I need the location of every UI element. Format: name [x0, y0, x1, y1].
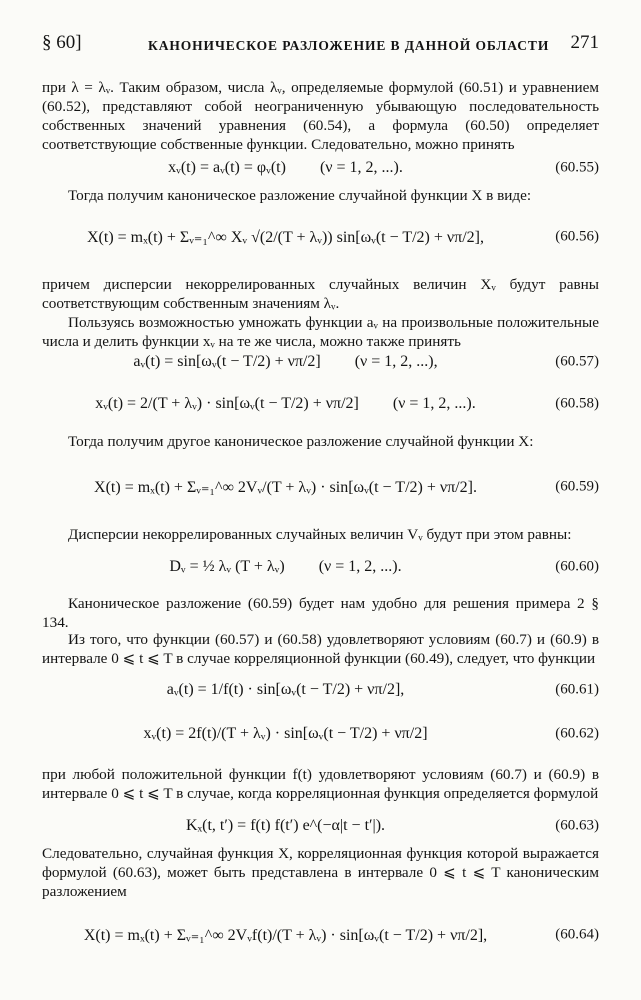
- paragraph: Тогда получим каноническое разложение случайной функции X в виде:: [68, 187, 532, 204]
- equation-condition: (ν = 1, 2, ...).: [319, 159, 403, 176]
- paragraph: причем дисперсии некоррелированных случайных величин Xᵥ будут равны соответствующим собственным значениям λᵥ.: [42, 276, 599, 312]
- equation-60-63: [42, 806, 599, 846]
- equation-60-57: [42, 342, 599, 382]
- equation-formula: xᵥ(t) = aᵥ(t) = φᵥ(t): [168, 159, 286, 176]
- equation-number: (60.64): [555, 926, 599, 943]
- equation-number: (60.57): [555, 353, 599, 370]
- equation-formula: X(t) = mₓ(t) + Σᵥ₌₁^∞ Xᵥ √(2/(T + λᵥ)) sin[ωᵥ(t − T/2) + νπ/2],: [86, 229, 484, 246]
- equation-60-62: [42, 714, 599, 754]
- equation-number: (60.56): [555, 228, 599, 245]
- paragraph: Каноническое разложение (60.59) будет нам удобно для решения примера 2 § 134.: [42, 595, 599, 631]
- equation-number: (60.61): [555, 681, 599, 698]
- equation-formula: xᵥ(t) = 2f(t)/(T + λᵥ) · sin[ωᵥ(t − T/2) + νπ/2]: [143, 725, 428, 742]
- equation-60-64: [42, 900, 599, 970]
- paragraph: Из того, что функции (60.57) и (60.58) удовлетворяют условиям (60.7) и (60.9) в интервале 0 ⩽ t ⩽ T в случае корреляционной функции (60.49), следует, что функции: [42, 631, 599, 667]
- equation-condition: (ν = 1, 2, ...),: [354, 353, 438, 370]
- equation-number: (60.58): [555, 395, 599, 412]
- equation-formula: Dᵥ = ½ λᵥ (T + λᵥ): [169, 558, 285, 575]
- equation-formula: aᵥ(t) = sin[ωᵥ(t − T/2) + νπ/2]: [133, 353, 321, 370]
- paragraph: при любой положительной функции f(t) удовлетворяют условиям (60.7) и (60.9) в интервале 0 ⩽ t ⩽ T в случае, когда корреляционная функция определяется формулой: [42, 766, 599, 802]
- equation-formula: X(t) = mₓ(t) + Σᵥ₌₁^∞ 2Vᵥf(t)/(T + λᵥ) · sin[ωᵥ(t − T/2) + νπ/2],: [83, 927, 488, 944]
- equation-number: (60.60): [555, 558, 599, 575]
- paragraph: при λ = λᵥ. Таким образом, числа λᵥ, определяемые формулой (60.51) и уравнением (60.52), представляют собой неограниченную убывающую последовательность собственных значений уравнения (60.54), а формула (60.50) определяет соответствующие собственные функции. Следовательно, можно принять: [42, 79, 599, 153]
- equation-number: (60.63): [555, 817, 599, 834]
- running-title: КАНОНИЧЕСКОЕ РАЗЛОЖЕНИЕ В ДАННОЙ ОБЛАСТИ: [148, 38, 550, 53]
- equation-formula: X(t) = mₓ(t) + Σᵥ₌₁^∞ 2Vᵥ/(T + λᵥ) · sin[ωᵥ(t − T/2) + νπ/2].: [94, 479, 477, 496]
- paragraph: Дисперсии некоррелированных случайных величин Vᵥ будут при этом равны:: [68, 526, 572, 543]
- equation-formula: aᵥ(t) = 1/f(t) · sin[ωᵥ(t − T/2) + νπ/2],: [166, 681, 405, 698]
- equation-number: (60.62): [555, 725, 599, 742]
- equation-number: (60.59): [555, 478, 599, 495]
- equation-formula: Kₓ(t, t′) = f(t) f(t′) e^(−α|t − t′|).: [185, 817, 386, 834]
- equation-60-61: [42, 670, 599, 710]
- equation-60-56: [42, 202, 599, 272]
- equation-60-55: [42, 148, 599, 188]
- section-marker: § 60]: [42, 32, 82, 53]
- paragraph: Тогда получим другое каноническое разложение случайной функции X:: [68, 433, 534, 450]
- paragraph: Пользуясь возможностью умножать функции aᵥ на произвольные положительные числа и делить функции xᵥ на те же числа, можно также принять: [42, 314, 599, 350]
- equation-condition: (ν = 1, 2, ...).: [392, 395, 476, 412]
- paragraph: Следовательно, случайная функция X, корреляционная функция которой выражается формулой (60.63), может быть представлена в интервале 0 ⩽ t ⩽ T каноническим разложением: [42, 845, 599, 900]
- page-number: 271: [570, 32, 599, 53]
- equation-number: (60.55): [555, 159, 599, 176]
- equation-condition: (ν = 1, 2, ...).: [318, 558, 402, 575]
- equation-60-60: [42, 547, 599, 587]
- equation-formula: xᵥ(t) = 2/(T + λᵥ) · sin[ωᵥ(t − T/2) + νπ/2]: [95, 395, 359, 412]
- equation-60-58: [42, 384, 599, 424]
- equation-60-59: [42, 452, 599, 522]
